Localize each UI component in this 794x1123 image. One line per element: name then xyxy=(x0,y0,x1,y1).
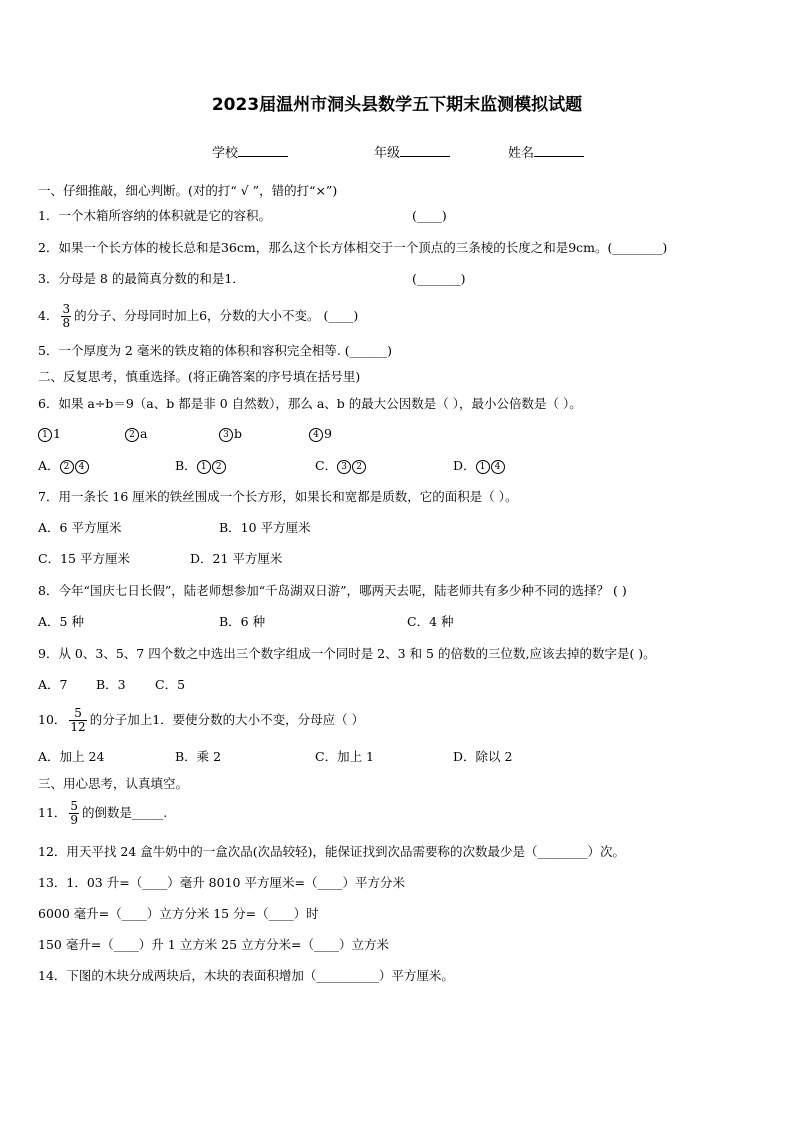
q6-item-1: 1 1 xyxy=(38,426,61,442)
circled-number-icon: 1 xyxy=(38,428,52,442)
question-1: 1．一个木箱所容纳的体积就是它的容积。 xyxy=(38,208,271,223)
q6-item-2: 2 a xyxy=(125,426,147,442)
fraction-numerator: 5 xyxy=(69,707,86,721)
fraction-numerator: 3 xyxy=(62,302,71,316)
q10-option-d[interactable]: D．除以 2 xyxy=(453,749,513,764)
name-field[interactable] xyxy=(508,142,584,161)
circled-number-icon: 2 xyxy=(352,460,366,474)
school-blank[interactable] xyxy=(238,144,288,157)
fraction-numerator: 5 xyxy=(70,799,79,813)
q6-option-c[interactable]: C． 3 2 xyxy=(315,458,367,474)
circled-number-icon: 4 xyxy=(491,460,505,474)
q10-option-a[interactable]: A．加上 24 xyxy=(38,749,105,764)
question-11 xyxy=(38,799,167,827)
name-blank[interactable] xyxy=(534,144,584,157)
question-4-text: 的分子、分母同时加上6，分数的大小不变。 (____) xyxy=(74,308,359,323)
q10-option-c[interactable]: C．加上 1 xyxy=(315,749,374,764)
question-13-line-1: 13．1．03 升=（____）毫升 8010 平方厘米=（____）平方分米 xyxy=(38,875,405,890)
q6-option-a[interactable]: A． 2 4 xyxy=(38,458,90,474)
circled-number-icon: 4 xyxy=(309,428,323,442)
q8-option-b[interactable]: B．6 种 xyxy=(219,614,266,629)
section-3-heading: 三、用心思考，认真填空。 xyxy=(38,776,189,791)
grade-label: 年级 xyxy=(374,146,401,161)
q8-option-c[interactable]: C．4 种 xyxy=(407,614,454,629)
q6-option-d[interactable]: D． 1 4 xyxy=(453,458,506,474)
question-4-number: 4． xyxy=(38,308,59,323)
question-6: 6．如果 a÷b＝9（a、b 都是非 0 自然数），那么 a、b 的最大公因数是（ ），最小公倍数是（ ）。 xyxy=(38,396,582,411)
question-11-text: 的倒数是_____. xyxy=(82,805,168,820)
question-14: 14．下图的木块分成两块后，木块的表面积增加（__________）平方厘米。 xyxy=(38,968,454,983)
circled-number-icon: 2 xyxy=(212,460,226,474)
q8-option-a[interactable]: A．5 种 xyxy=(38,614,84,629)
grade-field[interactable] xyxy=(374,142,450,161)
question-8: 8．今年“国庆七日长假”，陆老师想参加“千岛湖双日游”，哪两天去呢，陆老师共有多少种不同的选择？ ( ) xyxy=(38,583,627,598)
circled-number-icon: 1 xyxy=(197,460,211,474)
question-9: 9．从 0、3、5、7 四个数之中选出三个数字组成一个同时是 2、3 和 5 的倍数的三位数,应该去掉的数字是( )。 xyxy=(38,646,656,661)
q7-option-c[interactable]: C．15 平方厘米 xyxy=(38,551,130,566)
question-13-line-3: 150 毫升=（____）升 1 立方米 25 立方分米=（____）立方米 xyxy=(38,937,390,952)
question-10-text: 的分子加上1．要使分数的大小不变，分母应（ ） xyxy=(89,712,365,727)
q7-option-b[interactable]: B．10 平方厘米 xyxy=(219,520,311,535)
question-3: 3．分母是 8 的最简真分数的和是1． xyxy=(38,271,245,286)
question-13-line-2: 6000 毫升=（____）立方分米 15 分=（____）时 xyxy=(38,906,319,921)
circled-number-icon: 3 xyxy=(219,428,233,442)
fraction-denominator: 12 xyxy=(70,720,86,734)
q7-option-d[interactable]: D．21 平方厘米 xyxy=(190,551,283,566)
q7-option-a[interactable]: A．6 平方厘米 xyxy=(38,520,122,535)
question-2: 2．如果一个长方体的棱长总和是36cm，那么这个长方体相交于一个顶点的三条棱的长度之和是9cm。(________) xyxy=(38,240,668,255)
q9-option-a[interactable]: A．7 xyxy=(38,677,68,692)
q9-option-c[interactable]: C．5 xyxy=(155,677,186,692)
q9-option-b[interactable]: B．3 xyxy=(96,677,126,692)
school-field[interactable] xyxy=(212,142,288,161)
q10-option-b[interactable]: B．乘 2 xyxy=(175,749,222,764)
section-2-heading: 二、反复思考，慎重选择。(将正确答案的序号填在括号里) xyxy=(38,369,361,384)
question-1-answer[interactable]: (____) xyxy=(412,208,447,223)
circled-number-icon: 1 xyxy=(476,460,490,474)
question-7: 7．用一条长 16 厘米的铁丝围成一个长方形，如果长和宽都是质数，它的面积是（ ）。 xyxy=(38,489,518,504)
question-10 xyxy=(38,706,364,734)
q6-item-3: 3 b xyxy=(219,426,242,442)
page-title: 2023届温州市洞头县数学五下期末监测模拟试题 xyxy=(211,95,583,115)
q6-item-4: 4 9 xyxy=(309,426,332,442)
question-3-answer[interactable]: (_______) xyxy=(412,271,466,286)
question-4 xyxy=(38,302,358,330)
section-1-heading: 一、仔细推敲，细心判断。(对的打“ √ ”，错的打“×”) xyxy=(38,183,338,198)
circled-number-icon: 3 xyxy=(337,460,351,474)
q6-option-b[interactable]: B． 1 2 xyxy=(175,458,227,474)
fraction-5-12 xyxy=(69,707,86,734)
question-5: 5．一个厚度为 2 毫米的铁皮箱的体积和容积完全相等. (______) xyxy=(38,343,393,358)
fraction-5-9 xyxy=(69,800,79,827)
name-label: 姓名 xyxy=(508,146,535,161)
circled-number-icon: 4 xyxy=(75,460,89,474)
circled-number-icon: 2 xyxy=(60,460,74,474)
fraction-denominator: 8 xyxy=(62,316,71,330)
school-label: 学校 xyxy=(212,146,239,161)
grade-blank[interactable] xyxy=(400,144,450,157)
question-10-number: 10． xyxy=(38,712,67,727)
question-12: 12．用天平找 24 盒牛奶中的一盒次品(次品较轻)，能保证找到次品需要称的次数最少是（________）次。 xyxy=(38,844,626,859)
fraction-denominator: 9 xyxy=(70,813,79,827)
fraction-3-8 xyxy=(61,303,71,330)
question-11-number: 11． xyxy=(38,805,67,820)
circled-number-icon: 2 xyxy=(125,428,139,442)
